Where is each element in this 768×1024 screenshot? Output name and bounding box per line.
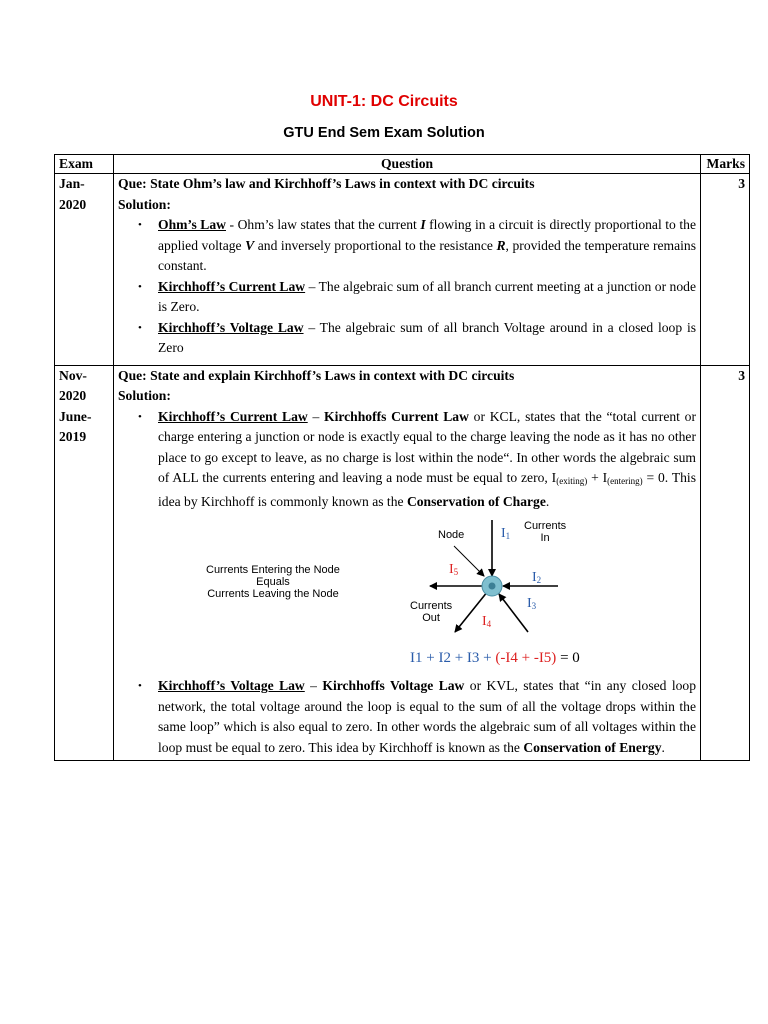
page-title: UNIT-1: DC Circuits xyxy=(310,93,458,110)
exam-cell xyxy=(55,174,114,366)
i3-symbol: I xyxy=(527,596,532,611)
kcl-sub-exiting: (exiting) xyxy=(556,476,588,486)
kcl-text-a: or KCL, states that the “total current or charge entering a junction or node is exactly equal to the charge leaving the node as it has no other place to go except to leave, as no charge is lost within the node“. In other words the algebraic sum of ALL the currents entering and leaving a node must be equal to zero, I xyxy=(158,408,696,485)
entering-equals-leaving xyxy=(206,564,340,600)
header-question: Question xyxy=(114,155,701,174)
i5-subscript: 5 xyxy=(453,567,459,577)
kvl-name: Kirchhoffs Voltage Law xyxy=(322,678,465,693)
ohm-text-b: flowing in a circuit is directly proportional to the applied voltage xyxy=(158,217,696,253)
i4-symbol: I xyxy=(482,614,487,629)
i4-subscript: 4 xyxy=(486,619,492,629)
answer-list xyxy=(118,215,696,359)
solution-label: Solution: xyxy=(118,196,171,212)
table-header-row xyxy=(55,155,750,174)
kvl-title: Kirchhoff’s Voltage Law xyxy=(158,319,304,335)
ohm-symbol-r: R xyxy=(496,237,506,253)
ohm-law-title: Ohm’s Law xyxy=(158,217,226,232)
list-item xyxy=(158,407,696,513)
currents-in-line1: Currents xyxy=(524,520,567,532)
marks-cell: 3 xyxy=(701,174,750,366)
i1-subscript: 1 xyxy=(505,531,511,541)
currents-out-label xyxy=(410,600,452,624)
node-pointer xyxy=(454,546,484,576)
question-text: Que: State and explain Kirchhoff’s Laws in context with DC circuits xyxy=(118,367,515,383)
entering-line2: Equals xyxy=(256,576,290,588)
equation-red-part: (-I4 + -I5) xyxy=(495,650,557,666)
answer-list xyxy=(118,676,696,758)
exam-date: Jan- xyxy=(59,176,85,191)
ohm-symbol-v: V xyxy=(245,237,255,253)
current-i5 xyxy=(449,560,458,583)
i5-symbol: I xyxy=(449,562,454,577)
currents-out-line2: Out xyxy=(422,612,440,624)
kcl-conservation: Conservation of Charge xyxy=(406,493,546,509)
question-text: Que: State Ohm’s law and Kirchhoff’s Laws in context with DC circuits xyxy=(118,176,535,191)
ohm-text-d: , provided the temperature remains constant. xyxy=(158,237,696,273)
i2-subscript: 2 xyxy=(536,575,542,585)
list-item xyxy=(158,277,696,318)
entering-line3: Currents Leaving the Node xyxy=(207,588,339,600)
current-i1 xyxy=(501,524,510,547)
i2-symbol: I xyxy=(532,570,537,585)
table-row xyxy=(55,365,750,761)
exam-table xyxy=(54,154,750,761)
page-subtitle: GTU End Sem Exam Solution xyxy=(283,125,485,141)
marks-cell: 3 xyxy=(701,365,750,761)
exam-date: Nov- xyxy=(59,367,87,383)
kvl-text: – The algebraic sum of all branch Voltage around in a closed loop is Zero xyxy=(158,319,697,355)
exam-cell xyxy=(55,365,114,761)
question-cell xyxy=(114,174,701,366)
kcl-title: Kirchhoff’s Current Law xyxy=(158,278,306,294)
kvl-title: Kirchhoff’s Voltage Law xyxy=(158,678,305,693)
currents-in-label xyxy=(524,520,566,544)
ohm-text-c: and inversely proportional to the resistance xyxy=(254,237,497,253)
ohm-text-a: - Ohm’s law states that the current xyxy=(225,217,421,232)
kcl-equation xyxy=(410,648,580,669)
kcl-sub-entering: (entering) xyxy=(607,476,643,486)
kvl-text-a: or KVL, states that “in any closed loop network, the total voltage around the loop is equal to the sum of all the voltage drops within the same loop” which is also equal to zero. In other words the algebraic sum of all voltages within the loop must be equal to zero. This idea by Kirchhoff is known as the xyxy=(158,678,697,755)
current-i3 xyxy=(527,594,536,617)
equation-end: = 0 xyxy=(556,650,580,666)
currents-out-line1: Currents xyxy=(410,600,453,612)
question-cell xyxy=(114,365,701,761)
exam-year: 2019 xyxy=(59,429,87,444)
kcl-title: Kirchhoff’s Current Law xyxy=(158,408,308,424)
table-row xyxy=(55,174,750,366)
answer-list xyxy=(118,407,696,513)
kvl-end: . xyxy=(661,739,665,755)
node-label: Node xyxy=(438,529,465,541)
kcl-text: – The algebraic sum of all branch current meeting at a junction or node is Zero. xyxy=(158,278,696,314)
list-item xyxy=(158,676,696,758)
exam-date: June- xyxy=(59,408,92,424)
list-item xyxy=(158,215,696,277)
kcl-name: Kirchhoffs Current Law xyxy=(324,408,469,424)
kcl-text-b: = 0. This idea by Kirchhoff is commonly known as the xyxy=(158,470,696,509)
kcl-plus: + I xyxy=(587,470,608,485)
kcl-diagram xyxy=(158,512,696,672)
current-i2 xyxy=(532,568,541,591)
kcl-dash: – xyxy=(307,408,324,424)
kcl-end: . xyxy=(545,493,550,509)
i1-symbol: I xyxy=(501,526,506,541)
header-exam: Exam xyxy=(55,155,114,174)
current-i4 xyxy=(482,612,491,635)
entering-line1: Currents Entering the Node xyxy=(206,564,340,576)
equation-blue-part: I1 + I2 + I3 + xyxy=(410,650,496,666)
exam-year: 2020 xyxy=(59,196,87,212)
ohm-symbol-i: I xyxy=(420,217,426,232)
currents-in-line2: In xyxy=(540,532,550,544)
exam-year: 2020 xyxy=(59,388,87,403)
kvl-dash: – xyxy=(304,678,323,693)
solution-label: Solution: xyxy=(118,388,171,403)
list-item xyxy=(158,318,696,359)
i3-subscript: 3 xyxy=(531,601,537,611)
header-marks: Marks xyxy=(701,155,750,174)
current-line-3 xyxy=(499,594,528,632)
kvl-conservation: Conservation of Energy xyxy=(523,739,662,755)
